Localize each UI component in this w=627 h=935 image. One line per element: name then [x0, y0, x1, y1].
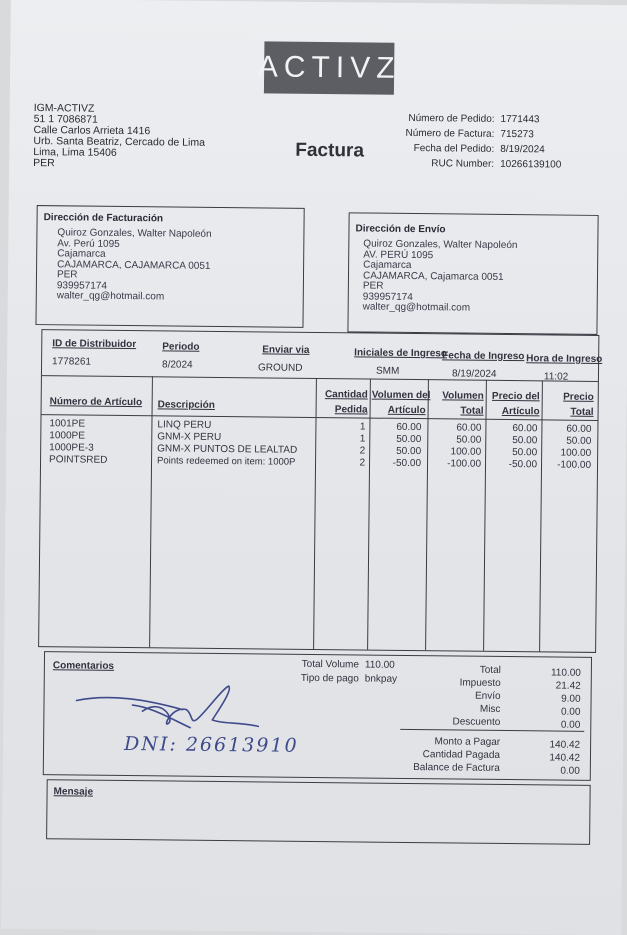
col-divider	[539, 380, 543, 651]
company-info	[33, 103, 205, 171]
company-line: IGM-ACTIVZ	[33, 102, 95, 115]
col-header-volume-line1: Volumen del	[371, 389, 431, 402]
billing-line: 939957174	[56, 279, 108, 292]
row-volume: 50.00	[396, 445, 422, 458]
col-header-volume-total	[430, 390, 484, 417]
billing-line: CAJAMARCA, CAJAMARCA 0051	[57, 258, 211, 272]
col-header-price-line1: Precio del	[491, 390, 540, 403]
shipping-line: 939957174	[362, 290, 413, 303]
billing-line: walter_qg@hotmail.com	[56, 290, 165, 303]
row-description: GNM-X PUNTOS DE LEALTAD	[157, 443, 298, 456]
total-label: Total	[479, 664, 501, 676]
invoice-meta	[405, 113, 562, 175]
col-header-price-line2: Artículo	[501, 405, 540, 418]
distributor-id-label: ID de Distribuidor	[52, 338, 137, 351]
col-header-description: Descripción	[157, 399, 215, 411]
row-price-total: -100.00	[557, 459, 592, 471]
ship-via-label: Enviar via	[262, 344, 310, 356]
row-price: 50.00	[512, 435, 538, 447]
row-qty: 1	[359, 421, 366, 433]
payment-type-value: bnkpay	[364, 673, 398, 685]
row-qty: 2	[359, 457, 366, 469]
col-header-price-total-line1: Precio	[563, 391, 594, 403]
row-article: POINTSRED	[49, 454, 108, 466]
row-volume-total: 100.00	[450, 446, 482, 458]
col-header-article: Número de Artículo	[49, 396, 143, 409]
ruc-value: 10266139100	[500, 158, 562, 171]
row-price: 50.00	[512, 447, 538, 459]
tax-value: 21.42	[555, 680, 581, 692]
col-divider	[313, 378, 317, 649]
billing-line: Quiroz Gonzales, Walter Napoleón	[57, 227, 212, 240]
row-volume-total: 50.00	[456, 434, 482, 446]
col-header-volume	[371, 389, 431, 417]
shipping-line: PER	[362, 280, 384, 292]
billing-line: Av. Perú 1095	[57, 237, 120, 250]
shipping-address-box	[347, 212, 598, 335]
col-divider	[367, 379, 371, 650]
period-value: 8/2024	[162, 359, 193, 371]
col-header-price-total	[544, 391, 594, 418]
order-number-label: Número de Pedido:	[408, 112, 495, 125]
order-date-value: 8/19/2024	[500, 143, 545, 156]
row-price: -50.00	[508, 459, 538, 471]
billing-title: Dirección de Facturación	[43, 212, 164, 225]
invoice-number-label: Número de Factura:	[405, 127, 495, 140]
row-article: 1001PE	[49, 418, 86, 430]
col-divider	[425, 379, 429, 650]
shipping-title: Dirección de Envío	[355, 223, 446, 236]
discount-label: Descuento	[452, 716, 501, 728]
row-price-total: 60.00	[566, 423, 592, 435]
company-line: Urb. Santa Beatriz, Cercado de Lima	[33, 135, 206, 149]
ruc-label: RUC Number:	[431, 158, 495, 170]
row-description: LINQ PERU	[157, 419, 212, 431]
row-article: 1000PE-3	[49, 442, 94, 454]
amount-paid-value: 140.42	[549, 752, 581, 764]
row-description: Points redeemed on item: 1000P	[156, 455, 296, 468]
order-items-box	[38, 329, 603, 653]
total-volume-label: Total Volume	[301, 658, 359, 671]
balance-label: Balance de Factura	[413, 762, 500, 774]
col-header-qty-line1: Cantidad	[324, 389, 368, 401]
activz-logo: ACTIVZ	[264, 41, 395, 94]
shipping-line: walter_qg@hotmail.com	[362, 301, 471, 314]
row-volume: 50.00	[396, 433, 422, 446]
message-label: Mensaje	[53, 786, 94, 798]
document-title: Factura	[295, 139, 365, 162]
misc-value: 0.00	[560, 706, 581, 718]
company-line: Lima, Lima 15406	[33, 146, 117, 159]
shipping-lines	[363, 239, 518, 314]
entry-time-label: Hora de Ingreso	[526, 353, 603, 365]
row-price-total: 50.00	[566, 435, 592, 447]
col-divider	[483, 380, 487, 651]
comments-label: Comentarios	[52, 660, 115, 672]
company-line: PER	[33, 157, 55, 170]
payment-type-label: Tipo de pago	[300, 672, 359, 685]
total-volume-value: 110.00	[364, 659, 395, 671]
col-divider	[149, 376, 153, 647]
shipping-line: Cajamarca	[363, 259, 412, 271]
distributor-id-value: 1778261	[52, 356, 92, 368]
billing-address-box	[35, 205, 304, 328]
row-volume: 60.00	[396, 421, 422, 434]
row-price: 60.00	[512, 423, 538, 435]
invoice-number-value: 715273	[500, 128, 534, 141]
col-header-qty	[318, 389, 368, 416]
company-line: Calle Carlos Arrieta 1416	[33, 124, 151, 138]
billing-line: PER	[56, 269, 78, 281]
handwritten-dni: DNI: 26613910	[123, 733, 299, 757]
billing-line: Cajamarca	[57, 248, 106, 260]
amount-paid-label: Cantidad Pagada	[422, 749, 501, 761]
col-header-volume-line2: Artículo	[387, 404, 426, 417]
shipping-fee-label: Envío	[474, 690, 501, 702]
ship-via-value: GROUND	[257, 362, 303, 374]
row-qty: 2	[359, 445, 366, 457]
shipping-line: Quiroz Gonzales, Walter Napoleón	[363, 238, 518, 252]
signature-scribble	[72, 678, 263, 734]
invoice-sheet	[1, 0, 627, 935]
order-date-label: Fecha del Pedido:	[413, 143, 495, 155]
order-number-value: 1771443	[500, 113, 540, 126]
row-volume: -50.00	[392, 457, 422, 470]
period-label: Periodo	[162, 341, 200, 353]
row-volume-total: 60.00	[456, 422, 482, 434]
col-header-volume-total-line1: Volumen	[442, 390, 484, 402]
shipping-line: CAJAMARCA, Cajamarca 0051	[362, 269, 504, 283]
col-header-volume-total-line2: Total	[460, 405, 484, 417]
misc-label: Misc	[479, 703, 501, 715]
tax-label: Impuesto	[459, 677, 501, 689]
col-header-price	[488, 391, 540, 418]
total-value: 110.00	[550, 667, 581, 679]
entry-initials-value: SMM	[375, 365, 400, 377]
row-article: 1000PE	[49, 430, 85, 442]
entry-time-value: 11:02	[543, 371, 569, 383]
entry-date-label: Fecha de Ingreso	[442, 350, 525, 363]
row-qty: 1	[359, 433, 366, 445]
entry-date-value: 8/19/2024	[451, 368, 497, 380]
entry-initials-label: Iniciales de Ingreso	[354, 347, 448, 360]
order-info-divider	[42, 375, 598, 382]
amount-due-value: 140.42	[549, 739, 581, 751]
col-header-price-total-line2: Total	[570, 406, 594, 418]
message-box	[46, 779, 591, 845]
company-line: 51 1 7086871	[33, 113, 98, 126]
billing-lines	[57, 228, 212, 303]
row-description: GNM-X PERU	[157, 431, 222, 444]
discount-value: 0.00	[560, 719, 581, 731]
summary-box	[43, 651, 592, 781]
balance-value: 0.00	[560, 765, 580, 777]
row-price-total: 100.00	[560, 447, 592, 459]
shipping-fee-value: 9.00	[561, 693, 581, 705]
col-header-qty-line2: Pedida	[334, 404, 368, 416]
row-volume-total: -100.00	[447, 458, 482, 470]
shipping-line: AV. PERÚ 1095	[363, 248, 434, 261]
amount-due-label: Monto a Pagar	[434, 736, 501, 748]
